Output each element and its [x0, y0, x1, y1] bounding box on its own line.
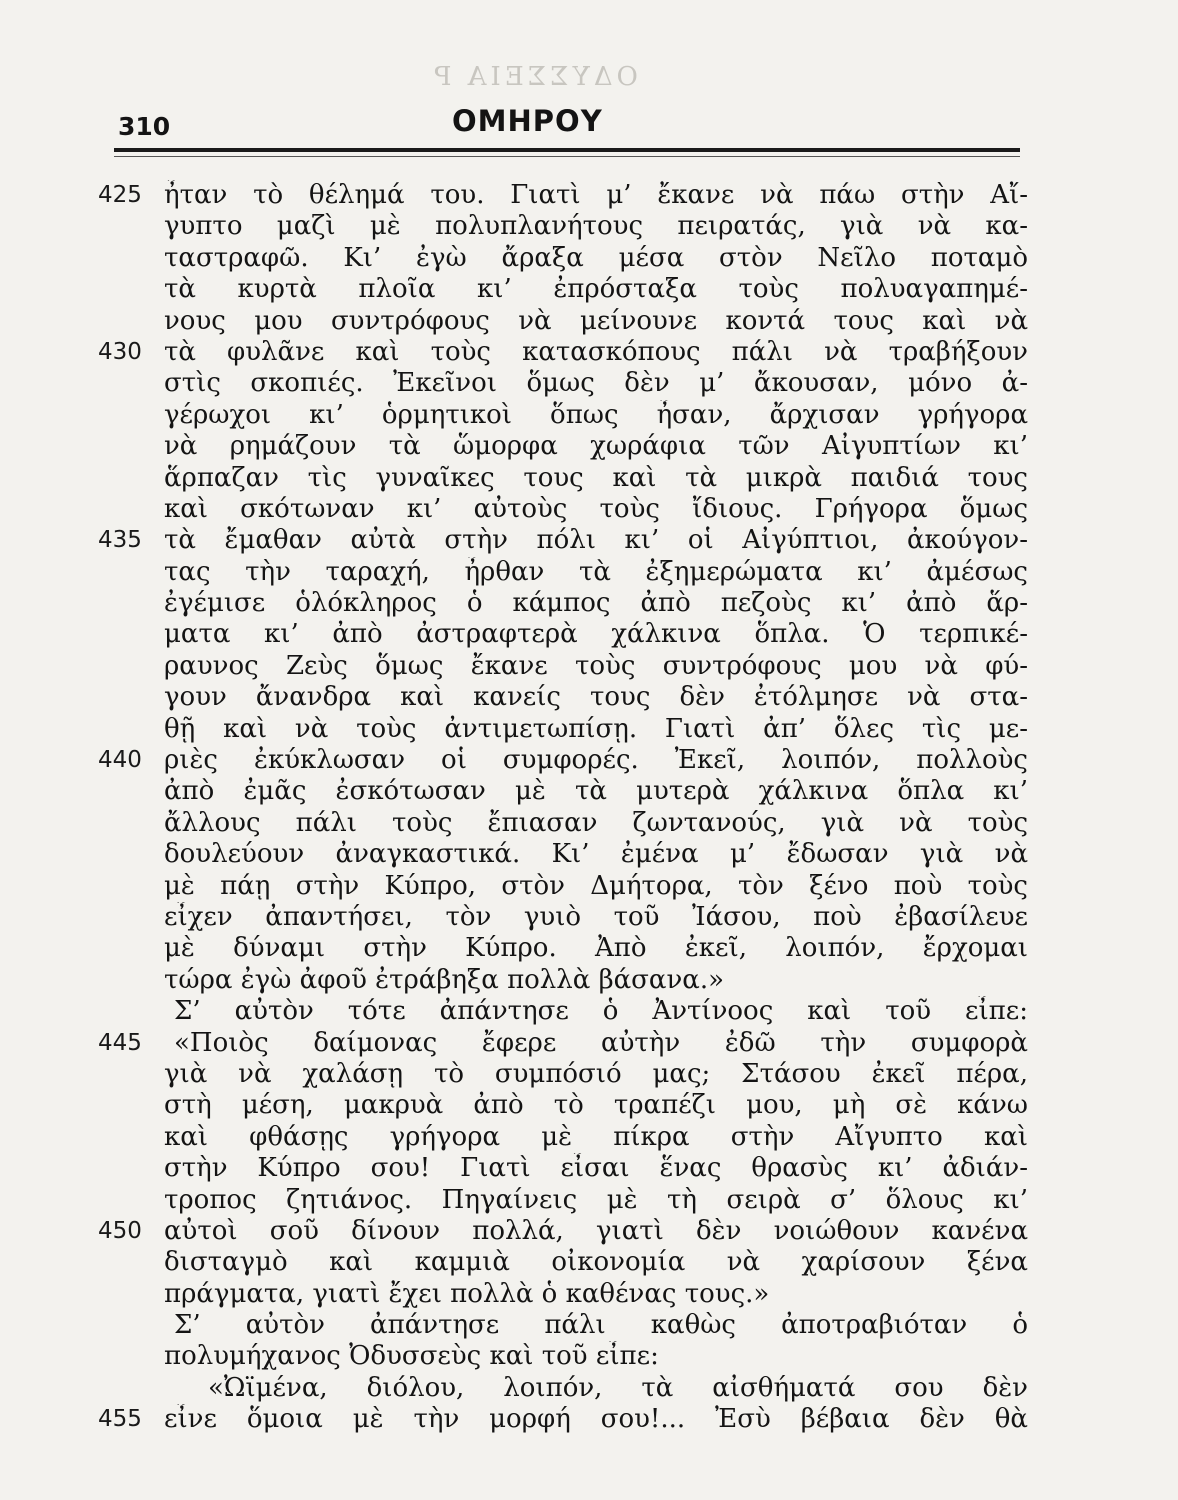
- line-number: [98, 808, 164, 839]
- text-line: [98, 1247, 1028, 1278]
- line-text: τὰ κυρτὰ πλοῖα κι’ ἐπρόσταξα τοὺς πολυαγαπημέ-: [164, 274, 1028, 305]
- line-number: [98, 682, 164, 713]
- line-text: Σ’ αὐτὸν τότε ἀπάντησε ὁ Ἀντίνοος καὶ τοῦ εἶπε:: [174, 996, 1028, 1027]
- line-text: «Ποιὸς δαίμονας ἔφερε αὐτὴν ἐδῶ τὴν συμφορὰ: [174, 1027, 1028, 1058]
- line-text: τώρα ἐγὼ ἀφοῦ ἐτράβηξα πολλὰ βάσανα.»: [164, 964, 725, 995]
- line-number: [98, 1373, 164, 1404]
- text-line: [98, 180, 1028, 211]
- line-number: [98, 902, 164, 933]
- text-line: [98, 243, 1028, 274]
- text-line: [98, 808, 1028, 839]
- line-number: [98, 431, 164, 462]
- text-line: [98, 400, 1028, 431]
- text-line: [98, 714, 1028, 745]
- line-text: εἶνε ὅμοια μὲ τὴν μορφή σου!... Ἐσὺ βέβαια δὲν θὰ: [164, 1404, 1028, 1435]
- text-line: [98, 1279, 1028, 1310]
- line-text: γέρωχοι κι’ ὁρμητικοὶ ὅπως ἦσαν, ἄρχισαν γρήγορα: [164, 399, 1028, 430]
- text-line: [98, 431, 1028, 462]
- line-text: θῇ καὶ νὰ τοὺς ἀντιμετωπίσῃ. Γιατὶ ἀπ’ ὅλες τὶς με-: [164, 713, 1028, 744]
- line-text: στὶς σκοπιές. Ἐκεῖνοι ὅμως δὲν μ’ ἄκουσαν, μόνο ἀ-: [164, 368, 1028, 399]
- line-text: τὰ φυλᾶνε καὶ τοὺς κατασκόπους πάλι νὰ τραβήξουν: [164, 336, 1028, 367]
- text-line: [98, 1122, 1028, 1153]
- text-line: [98, 1341, 1028, 1372]
- line-number: 445: [98, 1029, 142, 1056]
- line-number: [98, 243, 164, 274]
- line-number: [98, 588, 164, 619]
- text-line: [98, 588, 1028, 619]
- header-rule-thin: [114, 156, 1020, 157]
- line-text: στὴ μέση, μακρυὰ ἀπὸ τὸ τραπέζι μου, μὴ σὲ κάνω: [164, 1090, 1028, 1121]
- line-number: [98, 651, 164, 682]
- line-number: [98, 1310, 164, 1341]
- line-text: νους μου συντρόφους νὰ μείνουνε κοντά τους καὶ νὰ: [164, 305, 1028, 336]
- line-number: [98, 1153, 164, 1184]
- text-line: [98, 1310, 1028, 1341]
- line-number: 430: [98, 338, 142, 365]
- line-text: ραυνος Ζεὺς ὅμως ἔκανε τοὺς συντρόφους μου νὰ φύ-: [164, 650, 1028, 681]
- line-number: 425: [98, 182, 142, 208]
- line-text: γουν ἄνανδρα καὶ κανείς τους δὲν ἐτόλμησε νὰ στα-: [164, 682, 1028, 713]
- line-number: [98, 211, 164, 242]
- line-number: [98, 1279, 164, 1310]
- text-line: [98, 1216, 1028, 1247]
- line-text: δισταγμὸ καὶ καμμιὰ οἰκονομία νὰ χαρίσουν ξένα: [164, 1247, 1028, 1278]
- text-line: [98, 1185, 1028, 1216]
- text-line: [98, 871, 1028, 902]
- line-text: ἦταν τὸ θέλημά του. Γιατὶ μ’ ἔκανε νὰ πάω στὴν Αἴ-: [164, 180, 1028, 210]
- text-line: [98, 1373, 1028, 1404]
- line-number: [98, 1090, 164, 1121]
- line-number: [98, 839, 164, 870]
- line-number: [98, 1185, 164, 1216]
- text-line: [98, 557, 1028, 588]
- text-line: [98, 494, 1028, 525]
- line-number: [98, 306, 164, 337]
- line-number: [98, 714, 164, 745]
- line-text: ἄλλους πάλι τοὺς ἔπιασαν ζωντανούς, γιὰ νὰ τοὺς: [164, 807, 1028, 838]
- text-line: [98, 839, 1028, 870]
- text-line: [98, 337, 1028, 368]
- line-text: ταστραφῶ. Κι’ ἐγὼ ἄραξα μέσα στὸν Νεῖλο ποταμὸ: [164, 242, 1028, 273]
- line-number: [98, 965, 164, 996]
- line-text: δουλεύουν ἀναγκαστικά. Κι’ ἐμένα μ’ ἔδωσαν γιὰ νὰ: [164, 839, 1028, 870]
- bleed-through-running-head: ΟΔΥΣΣΕΙΑ Ρ: [430, 62, 638, 92]
- line-number: [98, 1059, 164, 1090]
- line-text: ἅρπαζαν τὶς γυναῖκες τους καὶ τὰ μικρὰ παιδιά τους: [164, 462, 1028, 493]
- line-number: 455: [98, 1406, 142, 1433]
- text-line: [98, 1153, 1028, 1184]
- line-text: τας τὴν ταραχή, ἦρθαν τὰ ἐξημερώματα κι’ ἀμέσως: [164, 556, 1028, 587]
- text-line: [98, 368, 1028, 399]
- line-number: [98, 933, 164, 964]
- line-number: 440: [98, 747, 142, 774]
- text-line: [98, 933, 1028, 964]
- text-line: [98, 463, 1028, 494]
- text-line: [98, 619, 1028, 650]
- text-line: [98, 965, 1028, 996]
- text-line: [98, 745, 1028, 776]
- line-text: ματα κι’ ἀπὸ ἀστραφτερὰ χάλκινα ὅπλα. Ὁ τερπικέ-: [164, 619, 1028, 650]
- line-text: νὰ ρημάζουν τὰ ὥμορφα χωράφια τῶν Αἰγυπτίων κι’: [164, 431, 1028, 462]
- line-text: καὶ σκότωναν κι’ αὐτοὺς τοὺς ἴδιους. Γρήγορα ὅμως: [164, 493, 1028, 524]
- text-line: [98, 1028, 1028, 1059]
- line-text: πράγματα, γιατὶ ἔχει πολλὰ ὁ καθένας τους.»: [164, 1278, 770, 1309]
- verse-text-block: [98, 180, 1028, 1436]
- line-number: [98, 400, 164, 431]
- text-line: [98, 902, 1028, 933]
- line-number: [98, 619, 164, 650]
- line-number: [98, 368, 164, 399]
- line-number: [98, 871, 164, 902]
- text-line: [98, 274, 1028, 305]
- line-number: [98, 274, 164, 305]
- line-number: [98, 1341, 164, 1372]
- line-text: γυπτο μαζὶ μὲ πολυπλανήτους πειρατάς, γιὰ νὰ κα-: [164, 211, 1028, 242]
- line-text: αὐτοὶ σοῦ δίνουν πολλά, γιατὶ δὲν νοιώθουν κανένα: [164, 1215, 1028, 1246]
- line-text: πολυμήχανος Ὀδυσσεὺς καὶ τοῦ εἶπε:: [164, 1341, 659, 1372]
- line-number: [98, 1247, 164, 1278]
- text-line: [98, 682, 1028, 713]
- line-number: 435: [98, 527, 142, 554]
- line-number: [98, 494, 164, 525]
- line-text: γιὰ νὰ χαλάσῃ τὸ συμπόσιό μας; Στάσου ἐκεῖ πέρα,: [164, 1058, 1028, 1089]
- text-line: [98, 651, 1028, 682]
- line-text: καὶ φθάσῃς γρήγορα μὲ πίκρα στὴν Αἴγυπτο καὶ: [164, 1121, 1028, 1152]
- page-number: 310: [118, 112, 171, 141]
- line-text: τροπος ζητιάνος. Πηγαίνεις μὲ τὴ σειρὰ σ’ ὅλους κι’: [164, 1184, 1028, 1215]
- line-text: ριὲς ἐκύκλωσαν οἱ συμφορές. Ἐκεῖ, λοιπόν, πολλοὺς: [164, 745, 1028, 776]
- text-line: [98, 1090, 1028, 1121]
- text-line: [98, 776, 1028, 807]
- text-line: [98, 525, 1028, 556]
- line-number: 450: [98, 1217, 142, 1244]
- text-line: [98, 996, 1028, 1027]
- line-text: τὰ ἔμαθαν αὐτὰ στὴν πόλι κι’ οἱ Αἰγύπτιοι, ἀκούγον-: [164, 525, 1028, 556]
- header-rule-thick: [114, 148, 1020, 152]
- line-text: μὲ δύναμι στὴν Κύπρο. Ἀπὸ ἐκεῖ, λοιπόν, ἔρχομαι: [164, 933, 1028, 964]
- line-number: [98, 1122, 164, 1153]
- text-line: [98, 211, 1028, 242]
- running-head: ΟΜΗΡΟΥ: [452, 104, 603, 138]
- line-number: [98, 557, 164, 588]
- line-text: Σ’ αὐτὸν ἀπάντησε πάλι καθὼς ἀποτραβιόταν ὁ: [174, 1310, 1028, 1341]
- text-line: [98, 1059, 1028, 1090]
- line-number: [98, 463, 164, 494]
- line-text: μὲ πάῃ στὴν Κύπρο, στὸν Δμήτορα, τὸν ξένο ποὺ τοὺς: [164, 870, 1028, 901]
- line-text: ἀπὸ ἐμᾶς ἐσκότωσαν μὲ τὰ μυτερὰ χάλκινα ὅπλα κι’: [164, 776, 1028, 807]
- text-line: [98, 306, 1028, 337]
- line-number: [98, 776, 164, 807]
- line-text: «Ὠϊμένα, διόλου, λοιπόν, τὰ αἰσθήματά σου δὲν: [208, 1372, 1028, 1403]
- text-line: [98, 1404, 1028, 1435]
- line-number: [98, 996, 164, 1027]
- line-text: στὴν Κύπρο σου! Γιατὶ εἶσαι ἕνας θρασὺς κι’ ἀδιάν-: [164, 1153, 1028, 1184]
- line-text: εἶχεν ἀπαντήσει, τὸν γυιὸ τοῦ Ἰάσου, ποὺ ἐβασίλευε: [164, 901, 1028, 932]
- line-text: ἐγέμισε ὁλόκληρος ὁ κάμπος ἀπὸ πεζοὺς κι’ ἀπὸ ἅρ-: [164, 588, 1028, 619]
